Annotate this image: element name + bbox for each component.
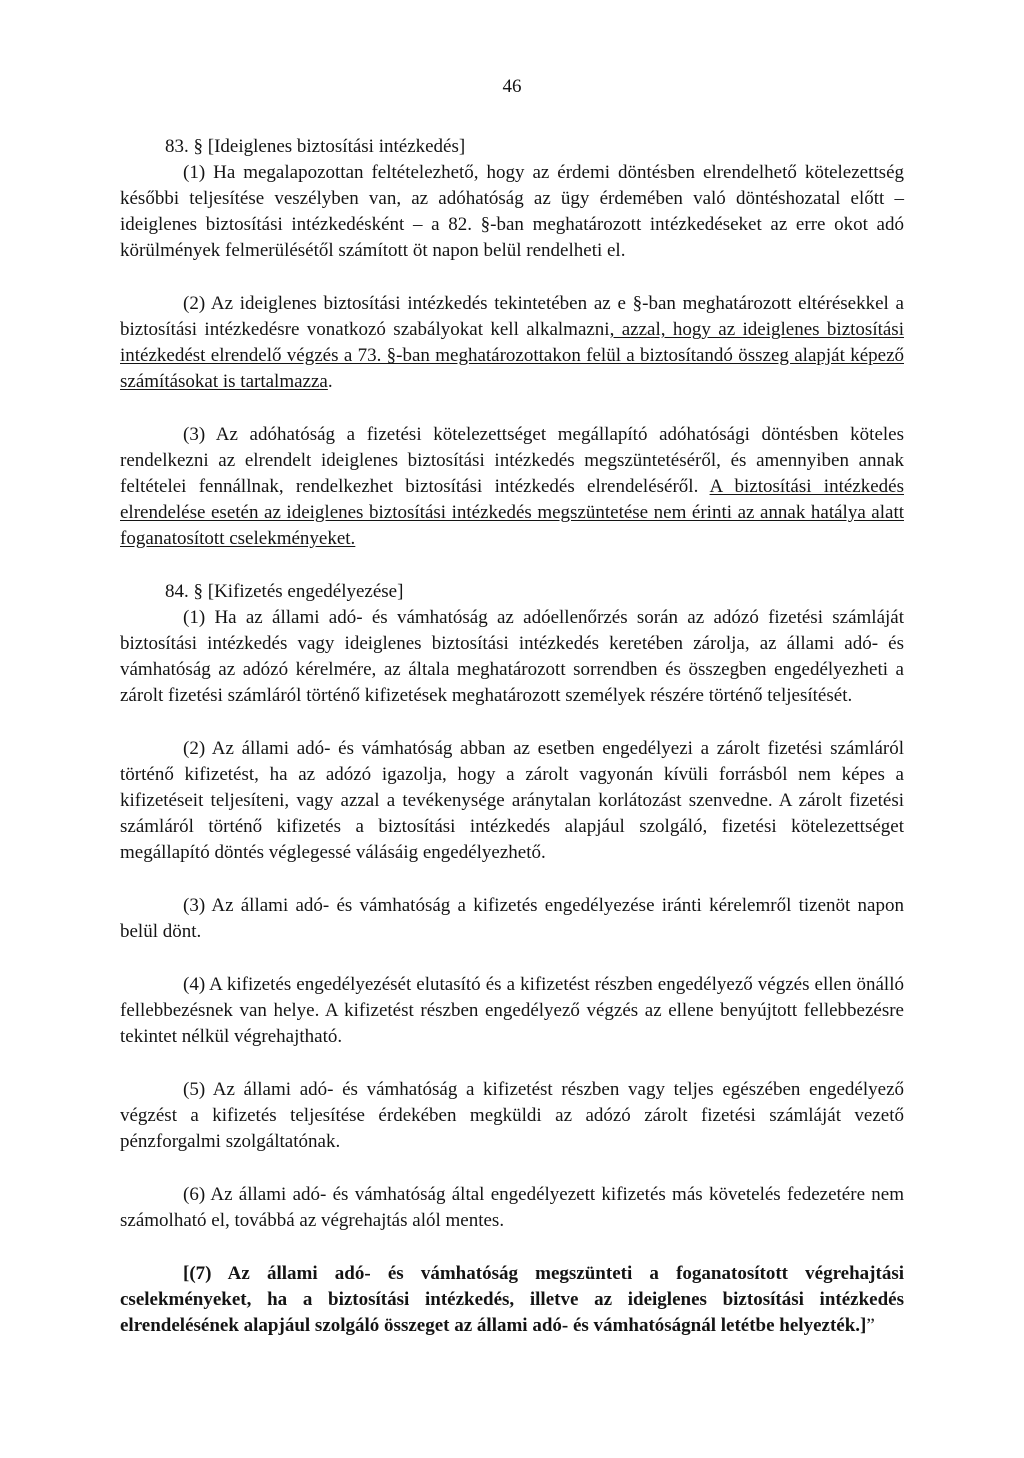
section-84-paragraph-6: (6) Az állami adó- és vámhatóság által engedélyezett kifizetés más követelés fedezetére nem számolható el, továbbá az végrehajtás alól mentes. [120, 1184, 904, 1231]
section-83-paragraph-2-amendment: , azzal, hogy az ideiglenes biztosítási intézkedést elrendelő végzés a 73. §-ban meghatározottakon felül a biztosítandó összeg alapját képező számításokat is tartalmazza [120, 319, 904, 392]
page-number: 46 [502, 76, 522, 97]
section-83-paragraph-2 [120, 291, 904, 395]
section-84-paragraph-7 [120, 1261, 904, 1339]
section-83-paragraph-3-text: (3) Az adóhatóság a fizetési kötelezettséget megállapító adóhatósági döntésben köteles rendelkezni az elrendelt ideiglenes biztosítási intézkedés megszüntetéséről, és amennyiben annak feltételei fennállnak, rendelkezhet biztosítási intézkedés elrendeléséről. [120, 424, 904, 497]
section-83-paragraph-3-amendment: A biztosítási intézkedés elrendelése esetén az ideiglenes biztosítási intézkedés megszüntetése nem érinti az annak hatálya alatt foganatosított cselekményeket. [120, 476, 904, 549]
section-84-paragraph-1: (1) Ha az állami adó- és vámhatóság az adóellenőrzés során az adózó fizetési számláját biztosítási intézkedés vagy ideiglenes biztosítási intézkedés keretében zárolja, az állami adó- és vámhatóság az adózó kérelmére, az általa meghatározott sorrendben és összegben engedélyezheti a zárolt fizetési számláról történő kifizetések meghatározott személyek részére történő teljesítését. [120, 607, 904, 706]
section-84-paragraph-5: (5) Az állami adó- és vámhatóság a kifizetést részben vagy teljes egészében engedélyező végzést a kifizetés teljesítése érdekében megküldi az adózó zárolt fizetési számláját vezető pénzforgalmi szolgáltatónak. [120, 1079, 904, 1152]
section-83-paragraph-1: (1) Ha megalapozottan feltételezhető, hogy az érdemi döntésben elrendelhető kötelezettség későbbi teljesítése veszélyben van, az adóhatóság az ügy érdemében való döntéshozatal előtt – ideiglenes biztosítási intézkedésként – a 82. §-ban meghatározott intézkedéseket az erre okot adó körülmények felmerülésétől számított öt napon belül rendelheti el. [120, 162, 904, 261]
section-84-paragraph-4: (4) A kifizetés engedélyezését elutasító és a kifizetést részben engedélyező végzés ellen önálló fellebbezésnek van helye. A kifizetést részben engedélyező végzés az ellene benyújtott fellebbezésre tekintet nélkül végrehajtható. [120, 974, 904, 1047]
section-84-paragraph-2: (2) Az állami adó- és vámhatóság abban az esetben engedélyezi a zárolt fizetési számláról történő kifizetést, ha az adózó igazolja, hogy a zárolt vagyonán kívüli forrásból nem képes a kifizetéseit teljesíteni, vagy azzal a tevékenysége aránytalan korlátozást szenvedne. A zárolt fizetési számláról történő kifizetés a biztosítási intézkedés alapjául szolgáló, fizetési kötelezettséget megállapító döntés véglegessé válásáig engedélyezhető. [120, 738, 904, 863]
document-body [120, 134, 904, 1339]
section-83-paragraph-2-end: . [327, 371, 333, 392]
section-83-heading: 83. § [Ideiglenes biztosítási intézkedés] [165, 136, 466, 157]
section-84-heading: 84. § [Kifizetés engedélyezése] [165, 581, 404, 602]
section-84-paragraph-3: (3) Az állami adó- és vámhatóság a kifizetés engedélyezése iránti kérelemről tizenöt napon belül dönt. [120, 895, 904, 942]
section-84-paragraph-7-repealed: [(7) Az állami adó- és vámhatóság megszünteti a foganatosított végrehajtási cselekményeket, ha a biztosítási intézkedés, illetve az ideiglenes biztosítási intézkedés elrendelésének alapjául szolgáló összeget az állami adó- és vámhatóságnál letétbe helyezték.] [120, 1263, 904, 1336]
section-84-paragraph-7-closing-quote: ” [866, 1315, 875, 1336]
section-83-paragraph-3 [120, 422, 904, 552]
section-83-paragraph-2-text: (2) Az ideiglenes biztosítási intézkedés tekintetében az e §-ban meghatározott eltérésekkel a biztosítási intézkedésre vonatkozó szabályokat kell alkalmazni [120, 293, 904, 340]
